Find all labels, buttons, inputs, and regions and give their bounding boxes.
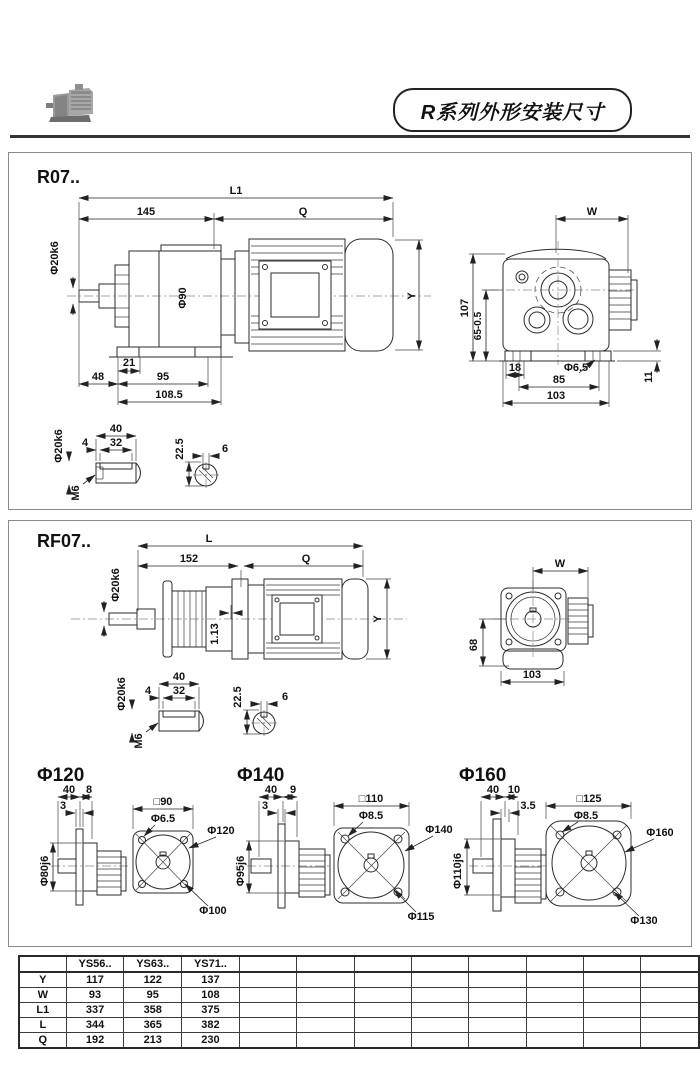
r07-shaft-detail	[53, 423, 141, 501]
f120-square: □90	[153, 796, 173, 808]
cell: 93	[66, 988, 124, 1003]
dim-145: 145	[136, 206, 156, 218]
f140-bolt-circle: Φ115	[407, 911, 435, 923]
cell: 192	[66, 1033, 124, 1049]
page-title: R系列外形安装尺寸	[420, 101, 605, 124]
f160-outer: Φ160	[646, 827, 674, 839]
f160-dim-40: 40	[486, 784, 500, 796]
col-header-ys63: YS63..	[124, 956, 182, 972]
empty-cell	[469, 1018, 526, 1033]
empty-cell	[526, 988, 583, 1003]
row-label: Q	[19, 1033, 66, 1049]
empty-cell	[469, 972, 526, 988]
cell: 137	[182, 972, 240, 988]
empty-cell	[469, 1003, 526, 1018]
f140-dim-3: 3	[261, 800, 269, 812]
f120-bolt-circle: Φ100	[199, 905, 227, 917]
empty-cell	[584, 988, 641, 1003]
dim-152: 152	[179, 553, 199, 565]
r07-side-dims	[49, 185, 423, 405]
dim-95: 95	[156, 371, 170, 383]
empty-cell	[641, 972, 699, 988]
f160-bolt-circle: Φ130	[630, 915, 658, 927]
cell: 230	[182, 1033, 240, 1049]
flange-160-title: Φ160	[459, 765, 507, 786]
empty-cell	[411, 1033, 468, 1049]
f160-hub-dia: Φ110j6	[452, 853, 464, 889]
dim-detail2-40: 40	[172, 671, 186, 683]
empty-cell	[297, 956, 354, 972]
f140-dim-40: 40	[264, 784, 278, 796]
header-divider	[10, 135, 690, 138]
gearmotor-photo	[45, 82, 103, 128]
empty-cell	[641, 1033, 699, 1049]
empty-cell	[526, 972, 583, 988]
dim-103: 103	[546, 390, 566, 402]
dim-1-13: 1.13	[209, 623, 221, 645]
dim-detail-22-5: 22.5	[174, 438, 186, 460]
table-row	[19, 1003, 699, 1018]
empty-cell	[584, 956, 641, 972]
dim-detail2-22-5: 22.5	[232, 686, 244, 708]
f140-hub-dia: Φ95j6	[235, 855, 247, 887]
empty-cell	[239, 956, 296, 972]
f160-hole: Φ8.5	[573, 810, 599, 822]
rf07-section	[8, 520, 692, 947]
f140-dim-9: 9	[289, 784, 297, 796]
r07-rear-view	[489, 241, 637, 365]
r07-section	[8, 152, 692, 510]
empty-cell	[239, 988, 296, 1003]
table-row	[19, 1033, 699, 1049]
rf07-shaft-detail	[116, 671, 204, 749]
dim-detail2-m6: M6	[133, 733, 145, 749]
dim-detail-6: 6	[221, 443, 229, 455]
table-row	[19, 1018, 699, 1033]
empty-cell	[411, 1003, 468, 1018]
cell: 337	[66, 1003, 124, 1018]
dim-q: Q	[298, 206, 308, 218]
dim-11: 11	[643, 371, 655, 383]
rf07-title: RF07..	[37, 531, 92, 551]
empty-cell	[469, 988, 526, 1003]
empty-cell	[526, 956, 583, 972]
dim-shaft-dia: Φ20k6	[49, 241, 61, 275]
empty-cell	[297, 1003, 354, 1018]
dim-68: 68	[468, 638, 480, 652]
empty-cell	[354, 956, 411, 972]
f120-outer: Φ120	[207, 825, 235, 837]
f120-hub-dia: Φ80j6	[39, 855, 51, 887]
cell: 344	[66, 1018, 124, 1033]
page-title-box	[393, 88, 632, 132]
table-row	[19, 972, 699, 988]
dim-90: Φ90	[177, 287, 189, 309]
dim-65: 65-0.5	[473, 311, 484, 341]
empty-cell	[354, 1003, 411, 1018]
dim-85: 85	[552, 374, 566, 386]
rf07-keyway-detail	[232, 686, 288, 736]
empty-cell	[354, 1018, 411, 1033]
dim-107: 107	[459, 298, 471, 318]
cell: 117	[66, 972, 124, 988]
empty-cell	[411, 972, 468, 988]
f120-dim-3: 3	[59, 800, 67, 812]
empty-cell	[239, 1033, 296, 1049]
dim-detail-32: 32	[109, 437, 123, 449]
r07-drawing	[9, 153, 691, 507]
empty-cell	[297, 988, 354, 1003]
f120-hole: Φ6.5	[150, 813, 176, 825]
f160-dim-3-5: 3.5	[520, 800, 536, 812]
dim-detail2-4: 4	[144, 685, 152, 697]
empty-cell	[354, 988, 411, 1003]
f140-square: □110	[358, 793, 384, 805]
flange-140	[235, 765, 453, 923]
cell: 375	[182, 1003, 240, 1018]
cell: 213	[124, 1033, 182, 1049]
table-header-row	[19, 956, 699, 972]
empty-cell	[641, 1018, 699, 1033]
dimension-table	[18, 955, 700, 1049]
cell: 358	[124, 1003, 182, 1018]
dim-y2: Y	[372, 615, 384, 623]
dim-y: Y	[406, 292, 418, 300]
r07-keyway-detail	[174, 438, 228, 488]
empty-cell	[526, 1033, 583, 1049]
dim-21: 21	[122, 357, 136, 369]
empty-cell	[584, 1003, 641, 1018]
dim-103b: 103	[522, 669, 542, 681]
f120-dim-8: 8	[85, 784, 93, 796]
f160-dim-10: 10	[507, 784, 521, 796]
empty-cell	[239, 1018, 296, 1033]
empty-corner-cell	[19, 956, 66, 972]
rf07-rear-view	[493, 580, 593, 669]
dim-108-5: 108.5	[155, 389, 183, 401]
dim-q2: Q	[301, 553, 311, 565]
row-label: L	[19, 1018, 66, 1033]
empty-cell	[526, 1003, 583, 1018]
empty-cell	[641, 988, 699, 1003]
cell: 108	[182, 988, 240, 1003]
dim-detail2-6: 6	[281, 691, 289, 703]
empty-cell	[469, 1033, 526, 1049]
empty-cell	[239, 972, 296, 988]
empty-cell	[641, 1003, 699, 1018]
cell: 122	[124, 972, 182, 988]
empty-cell	[411, 1018, 468, 1033]
row-label: Y	[19, 972, 66, 988]
dim-detail-40: 40	[109, 423, 123, 435]
empty-cell	[641, 956, 699, 972]
cell: 382	[182, 1018, 240, 1033]
dim-hole-6-5: Φ6.5	[563, 362, 589, 374]
empty-cell	[354, 1033, 411, 1049]
dim-w: W	[586, 206, 598, 218]
flange-140-title: Φ140	[237, 765, 285, 786]
r07-title: R07..	[37, 167, 81, 187]
dim-detail2-32: 32	[172, 685, 186, 697]
r07-side-view	[67, 239, 431, 357]
dim-detail-shaft-dia: Φ20k6	[53, 429, 65, 463]
row-label: W	[19, 988, 66, 1003]
cell: 365	[124, 1018, 182, 1033]
flange-120-title: Φ120	[37, 765, 85, 786]
dim-w2: W	[554, 558, 566, 570]
flange-160	[452, 765, 674, 927]
empty-cell	[354, 972, 411, 988]
dim-18: 18	[508, 362, 522, 374]
rf07-drawing	[9, 521, 691, 944]
col-header-ys71: YS71..	[182, 956, 240, 972]
row-label: L1	[19, 1003, 66, 1018]
dim-48: 48	[91, 371, 105, 383]
empty-cell	[411, 956, 468, 972]
empty-cell	[297, 1018, 354, 1033]
empty-cell	[297, 1033, 354, 1049]
f120-dim-40: 40	[62, 784, 76, 796]
empty-cell	[469, 956, 526, 972]
empty-cell	[584, 1018, 641, 1033]
dim-detail2-shaft-dia: Φ20k6	[116, 677, 128, 711]
empty-cell	[584, 1033, 641, 1049]
table-row	[19, 988, 699, 1003]
empty-cell	[584, 972, 641, 988]
empty-cell	[239, 1003, 296, 1018]
cell: 95	[124, 988, 182, 1003]
empty-cell	[411, 988, 468, 1003]
empty-cell	[297, 972, 354, 988]
dim-l1: L1	[229, 185, 243, 197]
dim-detail-4: 4	[81, 437, 89, 449]
dim-shaft-dia2: Φ20k6	[110, 568, 122, 602]
f140-outer: Φ140	[425, 824, 453, 836]
f140-hole: Φ8.5	[358, 810, 384, 822]
f160-square: □125	[576, 793, 602, 805]
dim-l: L	[205, 533, 213, 545]
empty-cell	[526, 1018, 583, 1033]
dim-detail-m6: M6	[70, 485, 82, 501]
col-header-ys56: YS56..	[66, 956, 124, 972]
flange-120	[37, 765, 235, 917]
